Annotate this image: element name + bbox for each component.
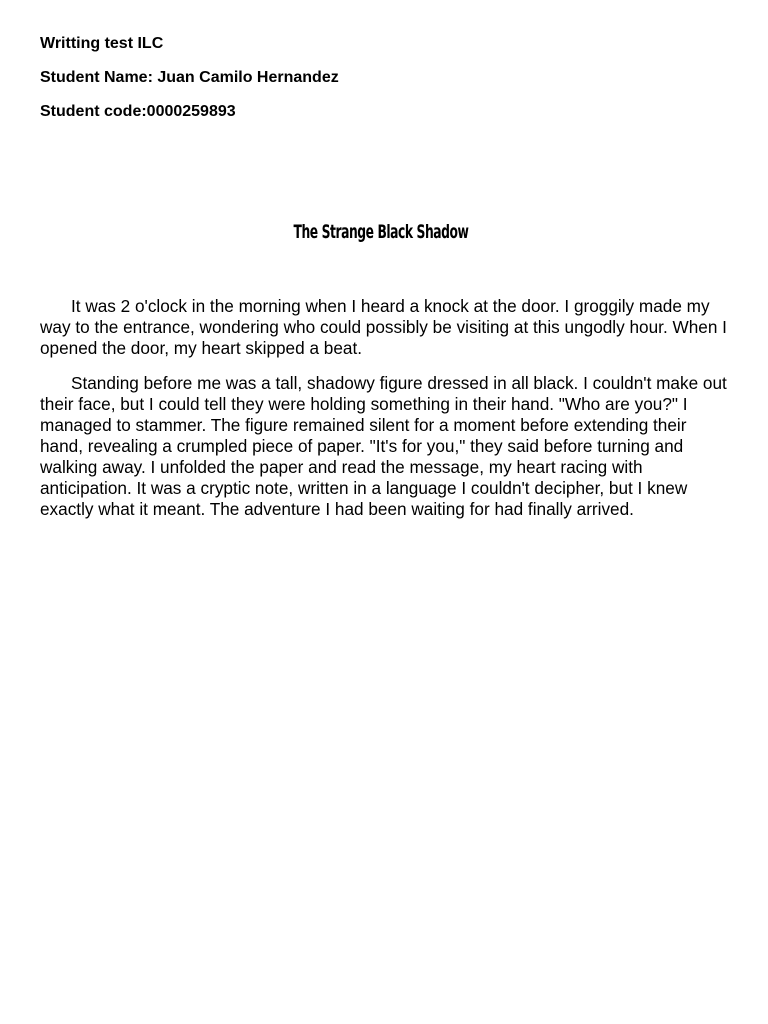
student-code: Student code:0000259893 bbox=[40, 103, 236, 120]
test-title: Writting test ILC bbox=[40, 35, 164, 52]
story-paragraph: Standing before me was a tall, shadowy figure dressed in all black. I couldn't make out their face, but I could tell they were holding something in their hand. "Who are you?" I managed to stammer. The figure remained silent for a moment before extending their hand, revealing a crumpled piece of paper. "It's for you," they said before turning and walking away. I unfolded the paper and read the message, my heart racing with anticipation. It was a cryptic note, written in a language I couldn't decipher, but I knew exactly what it meant. The adventure I had been waiting for had finally arrived. bbox=[40, 373, 727, 519]
story-paragraph: It was 2 o'clock in the morning when I heard a knock at the door. I groggily made my way to the entrance, wondering who could possibly be visiting at this ungodly hour. When I opened the door, my heart skipped a beat. bbox=[40, 296, 727, 358]
story-title: The Strange Black Shadow bbox=[293, 221, 469, 243]
story-body bbox=[40, 296, 730, 534]
student-name: Student Name: Juan Camilo Hernandez bbox=[40, 69, 339, 86]
